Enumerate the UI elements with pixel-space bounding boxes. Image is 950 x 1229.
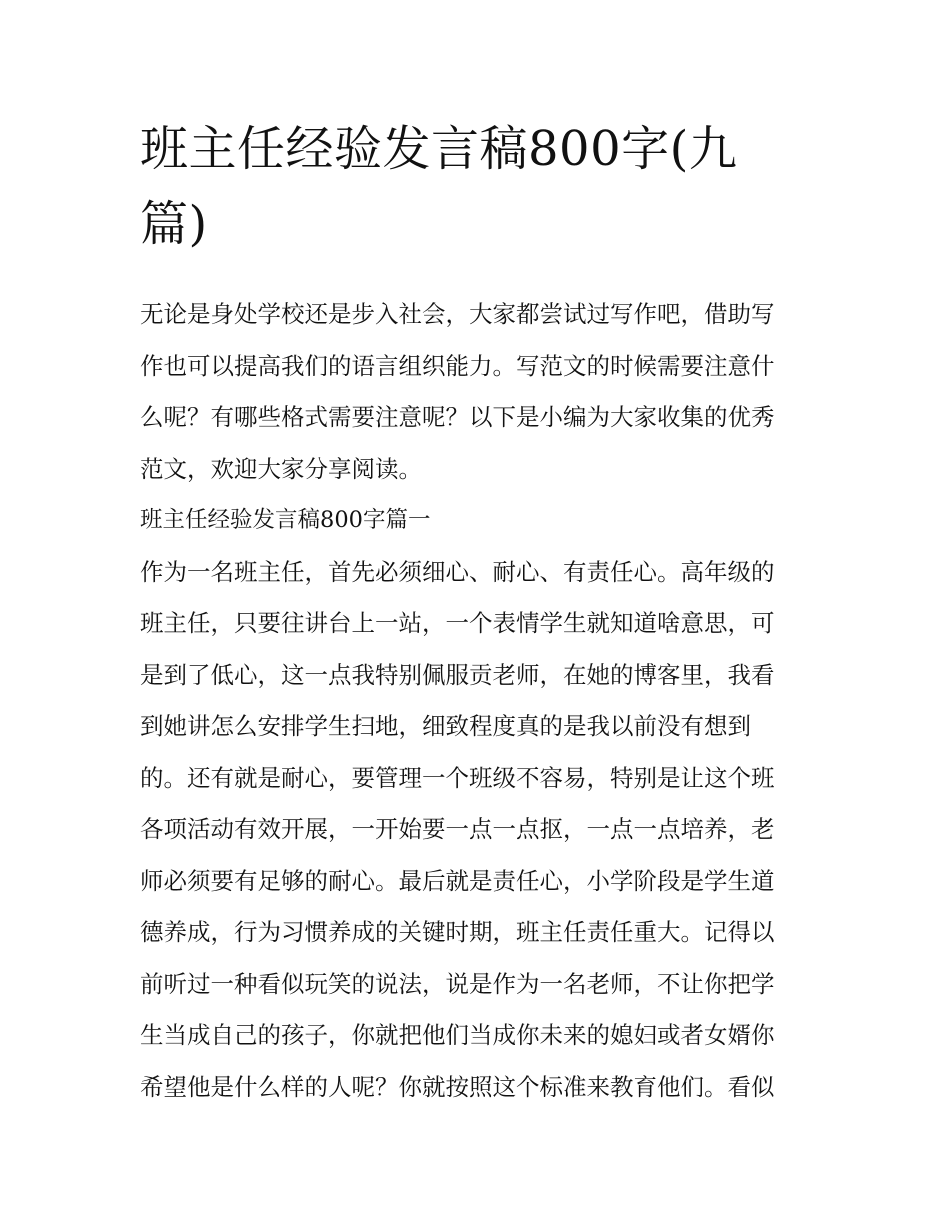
section-paragraph — [140, 547, 812, 1114]
title-line: 班主任经验发言稿800字(九 — [140, 121, 738, 177]
text-line: 作也可以提高我们的语言组织能力。写范文的时候需要注意什 — [140, 351, 775, 380]
text-line: 是到了低心，这一点我特别佩服贡老师，在她的博客里，我看 — [140, 660, 775, 689]
text-line: 无论是身处学校还是步入社会，大家都尝试过写作吧，借助写 — [140, 300, 775, 328]
text-line: 么呢？有哪些格式需要注意呢？以下是小编为大家收集的优秀 — [140, 403, 775, 431]
text-line: 前听过一种看似玩笑的说法，说是作为一名老师，不让你把学 — [140, 969, 775, 998]
text-line: 各项活动有效开展，一开始要一点一点抠，一点一点培养，老 — [140, 815, 775, 843]
text-line: 范文，欢迎大家分享阅读。 — [140, 454, 422, 483]
section-heading: 班主任经验发言稿800字篇一 — [140, 507, 431, 533]
text-line: 师必须要有足够的耐心。最后就是责任心，小学阶段是学生道 — [140, 866, 775, 895]
text-line: 到她讲怎么安排学生扫地，细致程度真的是我以前没有想到 — [140, 712, 751, 740]
text-line: 生当成自己的孩子，你就把他们当成你未来的媳妇或者女婿你 — [140, 1021, 775, 1049]
text-line: 希望他是什么样的人呢？你就按照这个标准来教育他们。看似 — [140, 1072, 775, 1101]
text-line: 德养成，行为习惯养成的关键时期，班主任责任重大。记得以 — [140, 918, 775, 946]
text-line: 作为一名班主任，首先必须细心、耐心、有责任心。高年级的 — [140, 557, 775, 586]
text-line: 班主任，只要往讲台上一站，一个表情学生就知道啥意思，可 — [140, 609, 775, 637]
intro-paragraph — [140, 289, 812, 495]
document-body — [140, 289, 812, 1113]
document-title — [140, 112, 812, 262]
text-line: 的。还有就是耐心，要管理一个班级不容易，特别是让这个班 — [140, 763, 775, 792]
document-page — [140, 112, 812, 1113]
title-line: 篇) — [140, 196, 208, 252]
